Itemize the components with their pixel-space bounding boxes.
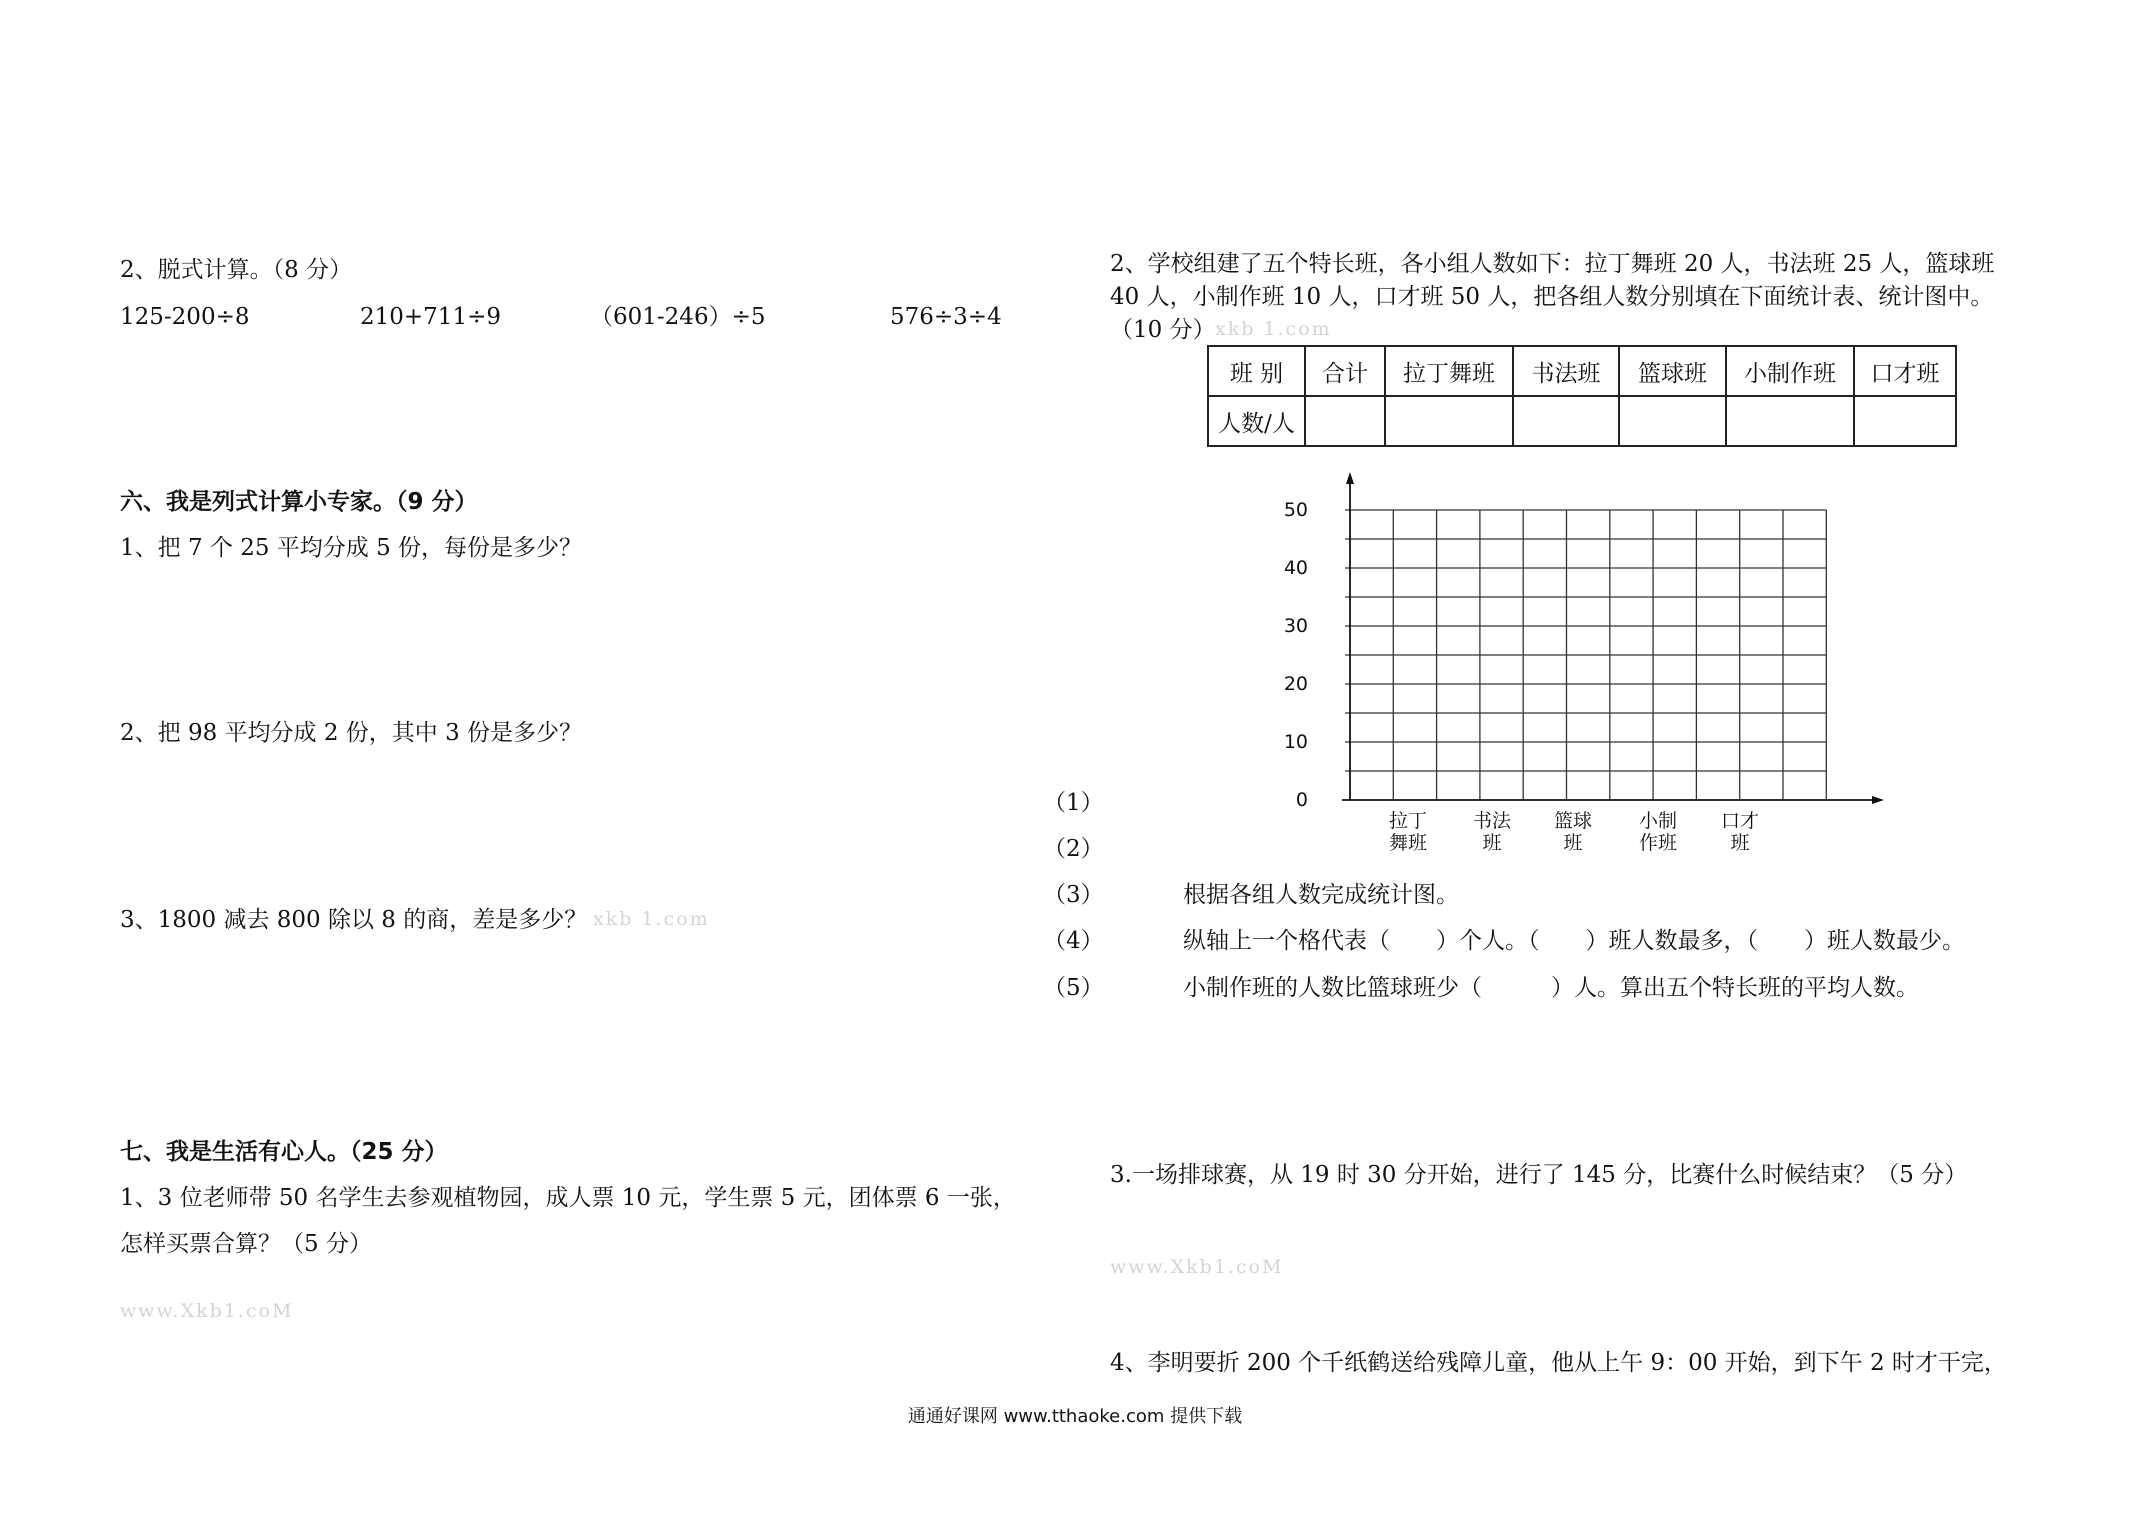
x-axis-arrow xyxy=(1872,796,1884,804)
table-header-cell: 书法班 xyxy=(1513,346,1619,396)
table-header-cell: 小制作班 xyxy=(1726,346,1854,396)
sub-number: （5） xyxy=(1043,975,1104,1001)
table-blank-cell[interactable] xyxy=(1726,396,1854,446)
sec7-question-1-line-1: 1、3 位老师带 50 名学生去参观植物园，成人票 10 元，学生票 5 元，团体票 6 一张， xyxy=(120,1185,1016,1211)
watermark: xkb 1.com xyxy=(1215,318,1332,340)
x-category-label: 小制 xyxy=(1638,810,1678,832)
sec6-question-3: 3、1800 减去 800 除以 8 的商，差是多少？ xyxy=(120,907,588,933)
table-blank-cell[interactable] xyxy=(1619,396,1726,446)
y-tick-label: 10 xyxy=(1283,731,1308,753)
y-tick-label: 40 xyxy=(1283,557,1308,579)
sub-number: （3） xyxy=(1043,882,1104,908)
stats-table-header-row xyxy=(1208,346,1956,396)
right-q2-line-3: （10 分） xyxy=(1110,317,1216,343)
bar-chart-grid xyxy=(1270,470,1890,870)
right-q2-line-2: 40 人，小制作班 10 人，口才班 50 人，把各组人数分别填在下面统计表、统计图中。 xyxy=(1110,284,1994,310)
sub-text: 小制作班的人数比篮球班少（ ）人。算出五个特长班的平均人数。 xyxy=(1183,975,1919,1001)
sub-text: 纵轴上一个格代表（ ）个人。（ ）班人数最多，（ ）班人数最少。 xyxy=(1183,928,1965,954)
x-category-label: 班 xyxy=(1563,832,1583,854)
calc-item: 210+711÷9 xyxy=(360,304,501,330)
x-category-label: 拉丁 xyxy=(1388,810,1428,832)
table-blank-cell[interactable] xyxy=(1513,396,1619,446)
table-header-cell: 合计 xyxy=(1305,346,1385,396)
right-q2-line-1: 2、学校组建了五个特长班，各小组人数如下：拉丁舞班 20 人，书法班 25 人，篮球班 xyxy=(1110,251,1995,277)
watermark: www.Xkb1.coM xyxy=(1110,1256,1284,1278)
y-axis-arrow xyxy=(1346,472,1354,484)
table-header-cell: 班 别 xyxy=(1208,346,1305,396)
x-category-label: 班 xyxy=(1482,832,1502,854)
x-category-label: 篮球 xyxy=(1553,810,1593,832)
calc-title: 2、脱式计算。（8 分） xyxy=(120,257,353,283)
y-tick-label: 30 xyxy=(1283,615,1308,637)
table-blank-cell[interactable] xyxy=(1854,396,1956,446)
y-tick-label: 50 xyxy=(1283,499,1308,521)
table-header-cell: 篮球班 xyxy=(1619,346,1726,396)
y-tick-label: 0 xyxy=(1295,789,1308,811)
sub-text: 根据各组人数完成统计图。 xyxy=(1183,882,1459,908)
x-category-label: 口才 xyxy=(1720,810,1760,832)
table-blank-cell[interactable] xyxy=(1385,396,1513,446)
calc-item: 125-200÷8 xyxy=(120,304,250,330)
y-tick-label: 20 xyxy=(1283,673,1308,695)
section-7-title: 七、我是生活有心人。（25 分） xyxy=(120,1139,448,1165)
table-header-cell: 口才班 xyxy=(1854,346,1956,396)
x-category-label: 舞班 xyxy=(1388,832,1428,854)
footer-credit: 通通好课网 www.tthaoke.com 提供下载 xyxy=(907,1406,1243,1427)
right-q3: 3.一场排球赛，从 19 时 30 分开始，进行了 145 分，比赛什么时候结束？（5 分） xyxy=(1110,1162,1968,1188)
watermark: www.Xkb1.coM xyxy=(120,1300,294,1322)
x-category-label: 书法 xyxy=(1472,810,1512,832)
sub-number: （2） xyxy=(1043,836,1104,862)
table-header-cell: 拉丁舞班 xyxy=(1385,346,1513,396)
x-category-label: 班 xyxy=(1730,832,1750,854)
table-row-label: 人数/人 xyxy=(1208,396,1305,446)
sec6-question-1: 1、把 7 个 25 平均分成 5 份，每份是多少？ xyxy=(120,535,583,561)
table-blank-cell[interactable] xyxy=(1305,396,1385,446)
right-q4: 4、李明要折 200 个千纸鹤送给残障儿童，他从上午 9：00 开始，到下午 2 时才干完， xyxy=(1110,1350,2007,1376)
sub-number: （4） xyxy=(1043,928,1104,954)
stats-table-data-row xyxy=(1208,396,1956,446)
calc-item: （601-246）÷5 xyxy=(590,304,766,330)
sec6-question-2: 2、把 98 平均分成 2 份，其中 3 份是多少？ xyxy=(120,720,583,746)
section-6-title: 六、我是列式计算小专家。（9 分） xyxy=(120,489,478,515)
stats-table xyxy=(1207,345,1957,447)
x-category-label: 作班 xyxy=(1638,832,1678,854)
sub-number: （1） xyxy=(1043,790,1104,816)
sec7-question-1-line-2: 怎样买票合算？（5 分） xyxy=(120,1231,372,1257)
watermark: xkb 1.com xyxy=(593,908,710,930)
calc-item: 576÷3÷4 xyxy=(890,304,1002,330)
